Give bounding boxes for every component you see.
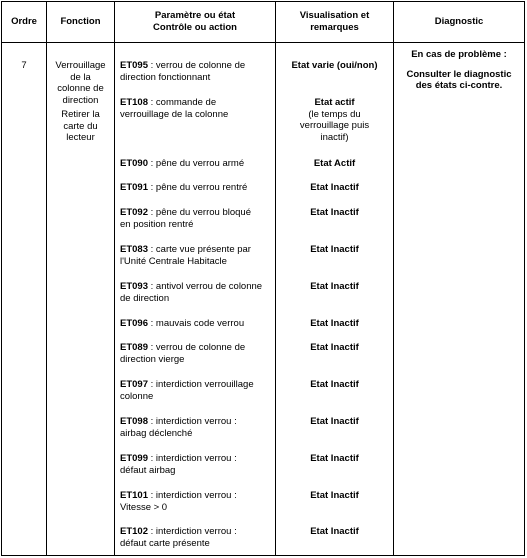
- parameter-text: : interdiction verrou :: [148, 453, 237, 464]
- header-fonction: Fonction: [60, 16, 101, 27]
- visualisation-value: Etat Inactif: [310, 318, 359, 329]
- visualisation-value: Etat Inactif: [310, 379, 359, 390]
- parameter-item: [120, 244, 272, 267]
- parameter-item: [120, 453, 272, 476]
- parameter-item: [120, 342, 272, 365]
- visualisation-value: Etat Inactif: [310, 281, 359, 292]
- column-divider: [114, 1, 115, 556]
- parameter-code: ET093: [120, 281, 148, 292]
- parameter-code: ET102: [120, 526, 148, 537]
- parameter-text: de direction: [120, 292, 170, 304]
- parameter-text: : verrou de colonne de: [148, 342, 246, 353]
- parameter-text: : carte vue présente par: [148, 244, 251, 255]
- visualisation-item: [276, 379, 393, 391]
- visualisation-value: Etat Inactif: [310, 526, 359, 537]
- column-divider: [275, 1, 276, 556]
- visualisation-value: Etat actif: [314, 97, 355, 108]
- parameter-code: ET092: [120, 207, 148, 218]
- parameter-text: défaut airbag: [120, 464, 176, 476]
- parameter-code: ET095: [120, 60, 148, 71]
- visualisation-item: [276, 526, 393, 538]
- parameter-text: : interdiction verrouillage: [148, 379, 254, 390]
- parameter-item: [120, 97, 272, 120]
- parameter-code: ET083: [120, 244, 148, 255]
- parameter-text: : interdiction verrou :: [148, 526, 237, 537]
- visualisation-item: [276, 60, 393, 72]
- visualisation-value: Etat Inactif: [310, 416, 359, 427]
- parameter-code: ET091: [120, 182, 148, 193]
- parameter-code: ET090: [120, 158, 148, 169]
- parameter-item: [120, 207, 272, 230]
- parameter-item: [120, 416, 272, 439]
- row-diagnostic: En cas de problème : Consulter le diagnostic des états ci-contre.: [406, 49, 512, 91]
- visualisation-item: [276, 207, 393, 219]
- visualisation-item: [276, 416, 393, 428]
- parameter-text: direction fonctionnant: [120, 71, 211, 83]
- visualisation-item: [276, 453, 393, 465]
- parameter-text: : pêne du verrou rentré: [148, 182, 248, 193]
- header-parametre: Paramètre ou état Contrôle ou action: [153, 10, 237, 33]
- parameter-code: ET097: [120, 379, 148, 390]
- parameter-code: ET101: [120, 490, 148, 501]
- parameter-item: [120, 490, 272, 513]
- row-ordre: 7: [21, 60, 27, 71]
- parameter-item: [120, 318, 272, 330]
- visualisation-value: Etat Inactif: [310, 207, 359, 218]
- parameter-code: ET098: [120, 416, 148, 427]
- header-ordre: Ordre: [11, 16, 37, 27]
- parameter-text: : antivol verrou de colonne: [148, 281, 263, 292]
- parameter-item: [120, 182, 272, 194]
- visualisation-value: Etat Inactif: [310, 490, 359, 501]
- parameter-code: ET089: [120, 342, 148, 353]
- header-visualisation: Visualisation et remarques: [299, 10, 370, 33]
- visualisation-note: (le temps du: [308, 108, 361, 120]
- parameter-text: défaut carte présente: [120, 537, 210, 549]
- visualisation-value: Etat Inactif: [310, 182, 359, 193]
- visualisation-item: [276, 97, 393, 143]
- parameter-text: Vitesse > 0: [120, 501, 168, 513]
- parameter-item: [120, 281, 272, 304]
- visualisation-item: [276, 158, 393, 170]
- visualisation-item: [276, 244, 393, 256]
- parameter-text: : mauvais code verrou: [148, 318, 245, 329]
- visualisation-item: [276, 342, 393, 354]
- parameter-text: colonne: [120, 390, 154, 402]
- parameter-code: ET099: [120, 453, 148, 464]
- parameter-text: : verrou de colonne de: [148, 60, 246, 71]
- parameter-text: : commande de: [148, 97, 217, 108]
- parameter-code: ET096: [120, 318, 148, 329]
- parameter-item: [120, 379, 272, 402]
- visualisation-value: Etat Inactif: [310, 244, 359, 255]
- parameter-item: [120, 158, 272, 170]
- visualisation-value: Etat Inactif: [310, 453, 359, 464]
- visualisation-note: verrouillage puis inactif): [299, 120, 370, 143]
- visualisation-value: Etat Actif: [313, 158, 356, 169]
- parameter-item: [120, 526, 272, 549]
- header-divider: [1, 42, 525, 43]
- parameter-text: en position rentré: [120, 218, 194, 230]
- parameter-code: ET108: [120, 97, 148, 108]
- visualisation-item: [276, 281, 393, 293]
- visualisation-item: [276, 318, 393, 330]
- visualisation-value: Etat varie (oui/non): [291, 60, 378, 71]
- parameter-text: airbag déclenché: [120, 427, 193, 439]
- parameter-text: : interdiction verrou :: [148, 490, 237, 501]
- visualisation-value: Etat Inactif: [310, 342, 359, 353]
- parameter-item: [120, 60, 272, 83]
- parameter-text: verrouillage de la colonne: [120, 108, 229, 120]
- row-fonction: Verrouillage de la colonne de direction Retirer la carte du lecteur: [55, 60, 106, 143]
- parameter-text: : pêne du verrou bloqué: [148, 207, 251, 218]
- visualisation-item: [276, 182, 393, 194]
- header-diagnostic: Diagnostic: [434, 16, 484, 27]
- parameter-text: : pêne du verrou armé: [148, 158, 245, 169]
- parameter-text: direction vierge: [120, 353, 185, 365]
- parameter-text: l'Unité Centrale Habitacle: [120, 255, 227, 267]
- visualisation-item: [276, 490, 393, 502]
- parameter-text: : interdiction verrou :: [148, 416, 237, 427]
